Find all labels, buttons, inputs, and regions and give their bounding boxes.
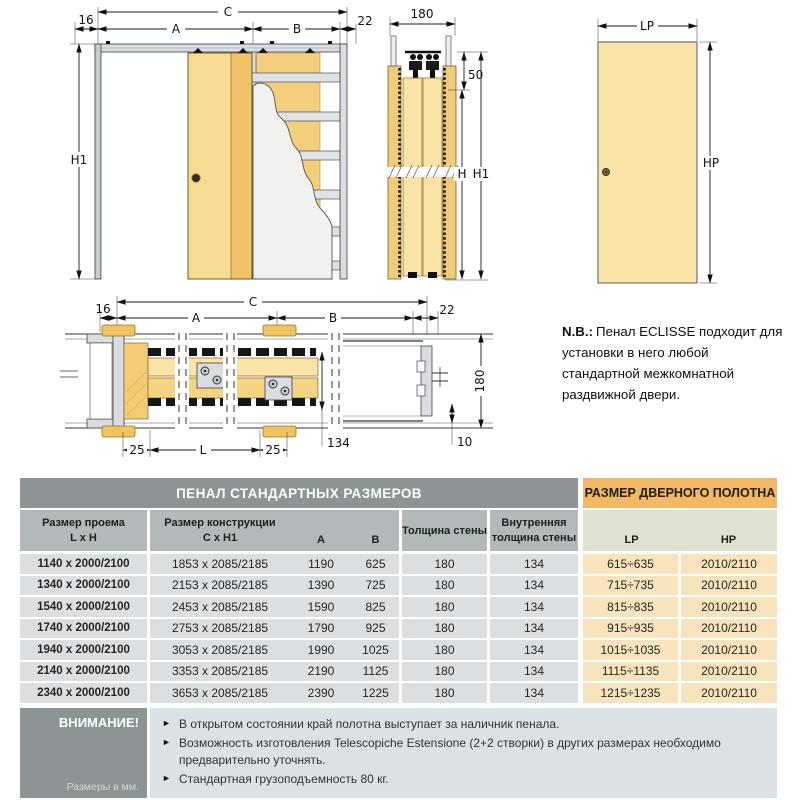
header-opening-size: Размер проема L x H [20,510,147,551]
cell-cxh1: 3653 x 2085/2185 [171,685,269,700]
dim-label-a-plan: A [191,311,201,325]
dim-label-50: 50 [468,68,484,82]
cell-cxh1: 3353 x 2085/2185 [171,664,269,679]
header-construction-size: Размер конструкции C x H1 [164,517,276,544]
cell-construction-group [150,662,399,682]
cell-wall: 180 [402,662,487,682]
table-title-row [20,478,777,508]
vertical-section-drawing [384,7,491,280]
warning-bullet: ► Стандартная грузоподъемность 80 кг. [162,772,389,787]
cell-cxh1: 2453 x 2085/2185 [171,599,269,614]
cell-hp: 2010/2110 [681,597,777,617]
header-hp: HP [720,534,737,546]
cell-a: 2190 [307,664,335,679]
cell-cxh1: 1853 x 2085/2185 [171,556,269,571]
cell-opening: 1540 x 2000/2100 [20,597,147,617]
bullet-arrow-icon: ► [162,773,171,784]
title-door-leaf-size: РАЗМЕР ДВЕРНОГО ПОЛОТНА [583,478,777,508]
dim-label-h1-section: H1 [472,167,490,181]
warning-bullet: ► В открытом состоянии край полотна выступает за наличник пенала. [162,716,560,731]
cell-cxh1: 2753 x 2085/2185 [171,621,269,636]
cell-wall: 180 [402,640,487,660]
header-lp-hp-group [583,510,777,551]
header-construction-group [150,510,399,551]
dim-label-a: A [171,22,181,36]
cell-opening: 1940 x 2000/2100 [20,640,147,660]
cell-inner: 134 [490,619,578,639]
dim-label-180-plan: 180 [473,369,487,393]
cell-lp: 715÷735 [583,576,678,596]
cell-hp: 2010/2110 [681,619,777,639]
table-body [20,554,777,703]
units-note: Размеры в мм. [66,780,139,793]
cell-a: 1390 [307,578,335,593]
cell-wall: 180 [402,683,487,703]
dim-label-25-left: 25 [129,443,145,457]
cell-inner: 134 [490,683,578,703]
warning-label: ВНИМАНИЕ! [58,714,139,730]
dim-label-l: L [199,443,207,457]
cell-construction-group [150,683,399,703]
header-b: B [371,534,380,546]
cell-hp: 2010/2110 [681,662,777,682]
cell-wall: 180 [402,576,487,596]
cell-b: 1225 [362,685,389,700]
dim-label-c: C [223,5,233,19]
title-standard-sizes: ПЕНАЛ СТАНДАРТНЫХ РАЗМЕРОВ [20,478,578,508]
cell-lp: 815÷835 [583,597,678,617]
header-inner-thickness: Внутренняя толщина стены [490,510,578,551]
cell-construction-group [150,640,399,660]
table-row [20,597,777,617]
cell-hp: 2010/2110 [681,554,777,574]
cell-inner: 134 [490,554,578,574]
cell-lp: 915÷935 [583,619,678,639]
table-footer [20,708,777,798]
cell-b: 625 [365,556,386,571]
dim-label-16-plan: 16 [95,302,111,316]
cell-construction-group [150,619,399,639]
cell-lp: 1115÷1135 [583,662,678,682]
nb-text: Пенал ECLISSE подходит для установки в него любой стандартной межкомнатной раздвижной двери. [562,324,783,402]
nb-note [562,322,784,405]
dim-label-134: 134 [327,436,350,450]
table-row [20,683,777,703]
plan-section-drawing [60,295,493,457]
dim-label-b-plan: B [328,311,338,325]
size-table [20,478,777,798]
bullet-arrow-icon: ► [162,717,171,728]
cell-a: 2390 [307,685,335,700]
table-row [20,619,777,639]
cell-lp: 1215÷1235 [583,683,678,703]
cell-opening: 2340 x 2000/2100 [20,683,147,703]
dim-label-lp: LP [640,19,654,33]
warning-box [20,708,147,798]
dim-label-c-plan: C [248,295,258,309]
table-header-row [20,510,777,551]
cell-inner: 134 [490,576,578,596]
table-row [20,662,777,682]
cell-a: 1790 [307,621,335,636]
dim-label-b: B [292,22,302,36]
front-view-drawing [68,5,373,279]
cell-wall: 180 [402,619,487,639]
dim-label-22-plan: 22 [439,303,455,317]
dim-label-22: 22 [357,14,373,28]
dim-label-180: 180 [410,7,434,21]
nb-prefix: N.B.: [562,324,594,340]
dim-label-h: H [457,167,467,181]
cell-lp: 615÷635 [583,554,678,574]
header-lp: LP [624,534,639,546]
cell-b: 725 [365,578,386,593]
cell-a: 1990 [307,642,335,657]
dim-label-10: 10 [457,435,473,449]
cell-construction-group [150,576,399,596]
cell-opening: 1740 x 2000/2100 [20,619,147,639]
cell-inner: 134 [490,597,578,617]
cell-wall: 180 [402,554,487,574]
cell-construction-group [150,554,399,574]
cell-a: 1190 [308,556,334,571]
warning-notes [150,708,777,798]
header-a: A [317,534,325,546]
table-row [20,640,777,660]
door-leaf-drawing [598,19,722,283]
dim-label-h1: H1 [70,153,88,167]
dim-label-25-right: 25 [265,443,281,457]
cell-wall: 180 [402,597,487,617]
cell-opening: 1340 x 2000/2100 [20,576,147,596]
table-row [20,576,777,596]
cell-inner: 134 [490,640,578,660]
header-wall-thickness: Толщина стены [402,510,487,551]
cell-b: 1025 [362,642,389,657]
cell-hp: 2010/2110 [681,683,777,703]
cell-a: 1590 [307,599,335,614]
cell-hp: 2010/2110 [681,576,777,596]
dim-label-16: 16 [78,13,94,27]
cell-b: 925 [365,621,386,636]
cell-hp: 2010/2110 [681,640,777,660]
table-row [20,554,777,574]
cell-lp: 1015÷1035 [583,640,678,660]
cell-construction-group [150,597,399,617]
cell-inner: 134 [490,662,578,682]
cell-opening: 1140 x 2000/2100 [20,554,147,574]
dim-label-hp: HP [702,156,720,170]
cell-cxh1: 3053 x 2085/2185 [171,642,269,657]
warning-bullet: ► Возможность изготовления Telescopiche Estensione (2+2 створки) в других размерах необходимо предварительно уточнять. [162,736,721,767]
cell-cxh1: 2153 x 2085/2185 [171,578,269,593]
bullet-arrow-icon: ► [162,737,171,748]
cell-b: 1125 [362,664,389,679]
cell-b: 825 [365,599,386,614]
cell-opening: 2140 x 2000/2100 [20,662,147,682]
